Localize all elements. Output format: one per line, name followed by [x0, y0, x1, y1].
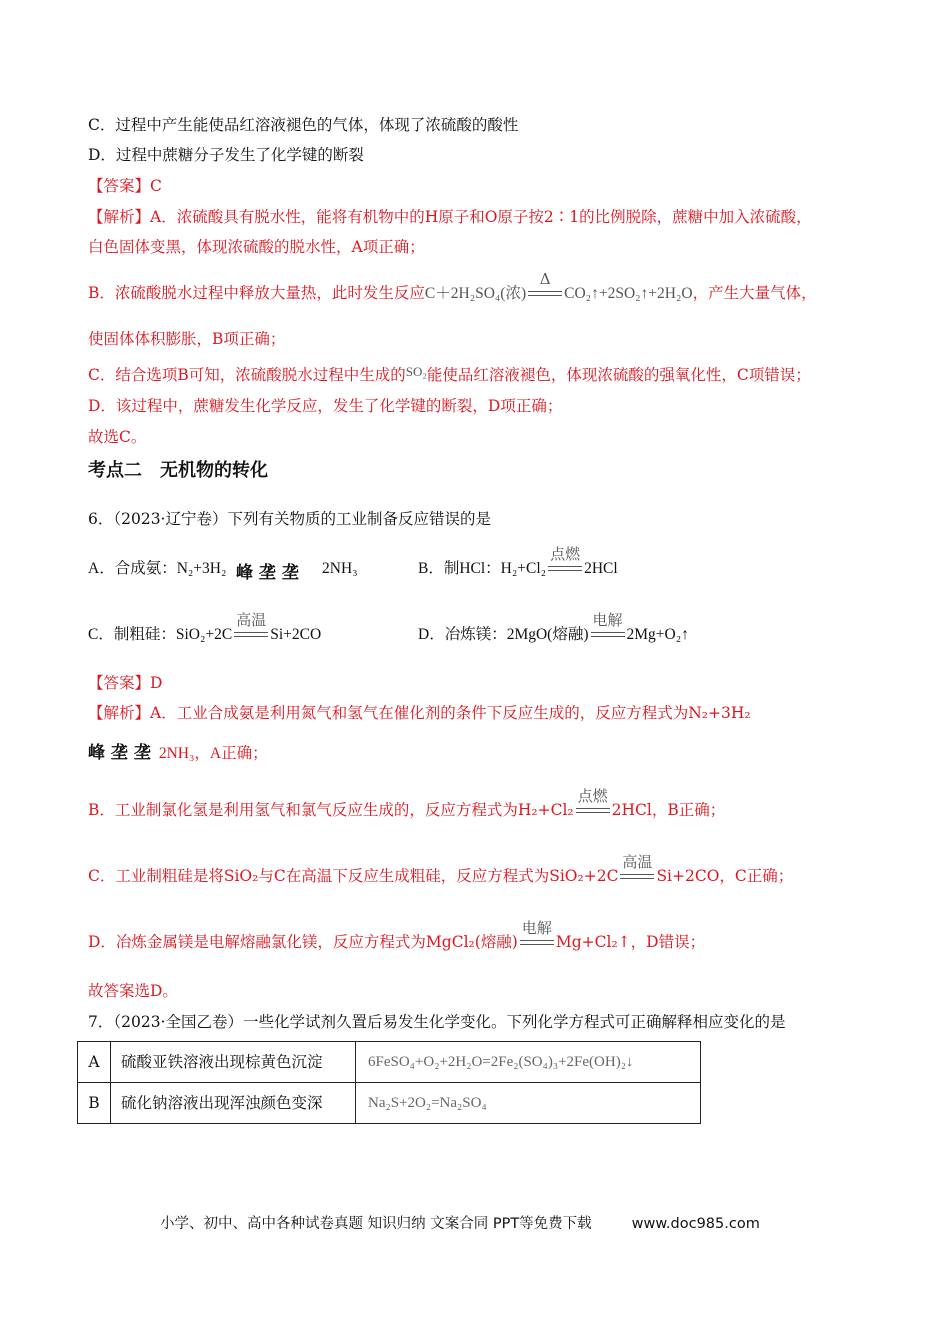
q6-option-c-arrow [234, 611, 268, 642]
q6-explanation-b-tail: 2HCl，B正确； [611, 801, 726, 819]
q6-option-b-arrow [548, 545, 582, 576]
q6-explanation-c-arrow [620, 853, 654, 884]
q7-stem: 7．（2023·全国乙卷）一些化学试剂久置后易发生化学变化。下列化学方程式可正确解释相应变化的是 [88, 1013, 786, 1031]
footer-text: 小学、初中、高中各种试卷真题 知识归纳 文案合同 PPT等免费下载 [160, 1216, 592, 1232]
q6-explanation-d-text: D．冶炼金属镁是电解熔融氯化镁，反应方程式为MgCl₂(熔融) [88, 933, 518, 951]
q6-option-a-product [322, 557, 358, 580]
table-row [78, 1042, 701, 1083]
q6-option-d-product: 2Mg+O₂↑ [626, 626, 689, 643]
q5-explanation-b2: 使固体体积膨胀，B项正确； [88, 330, 286, 348]
q7-row-b-label: B [78, 1083, 111, 1124]
footer-site-link[interactable]: www.doc985.com [631, 1216, 760, 1232]
page-footer [160, 1212, 760, 1233]
q5-explanation-c-tail: 能使品红溶液褪色，体现浓硫酸的强氧化性，C项错误； [426, 366, 811, 384]
q5-explanation-b-tail: ，产生大量气体， [692, 284, 817, 302]
q5-explanation-b1 [88, 270, 817, 305]
q6-explanation-a-text: 【解析】A．工业合成氨是利用氮气和氢气在催化剂的条件下反应生成的，反应方程式为N₂+3H₂ [88, 704, 751, 722]
q6-option-d-arrow [591, 611, 625, 642]
q5-conclusion: 故选C。 [88, 428, 147, 446]
q6-explanation-d-arrow [520, 919, 554, 950]
q6-explanation-b-arrow [576, 787, 610, 818]
q6-garbled-condition: 峰 垄 垄 [236, 563, 299, 583]
q6-option-a [88, 557, 226, 580]
q5-equation-left: C＋2H₂SO₄(浓) [424, 285, 527, 302]
q5-equation-arrow [528, 270, 562, 301]
q5-answer: 【答案】C [88, 177, 162, 195]
q5-option-c: C．过程中产生能使品红溶液褪色的气体，体现了浓硫酸的酸性 [88, 116, 519, 134]
q6-option-a-garble [236, 562, 299, 584]
q5-explanation-b-text: B．浓硫酸脱水过程中释放大量热，此时发生反应 [88, 284, 425, 302]
section-title: 考点二 无机物的转化 [88, 460, 268, 481]
q5-equation-right: CO₂↑+2SO₂↑+2H₂O [564, 285, 693, 302]
q6-option-b-condition: 点燃 [550, 545, 581, 563]
q6-option-d-condition: 电解 [592, 611, 623, 629]
q6-explanation-a1 [88, 702, 751, 724]
q6-explanation-d-tail: Mg+Cl₂↑，D错误； [555, 933, 706, 951]
q5-explanation-c-text: C．结合选项B可知，浓硫酸脱水过程中生成的 [88, 366, 406, 384]
q6-explanation-c-condition: 高温 [622, 853, 653, 871]
q5-explanation-a2: 白色固体变黑，体现浓硫酸的脱水性，A项正确； [88, 238, 425, 256]
q6-answer: 【答案】D [88, 674, 163, 692]
q6-explanation-b [88, 787, 726, 821]
q6-explanation-b-text: B．工业制氯化氢是利用氢气和氯气反应生成的，反应方程式为H₂+Cl₂ [88, 801, 574, 819]
q6-explanation-a2 [88, 742, 268, 765]
q6-explanation-b-condition: 点燃 [577, 787, 608, 805]
q6-explanation-d-condition: 电解 [521, 919, 552, 937]
q6-explanation-c-text: C．工业制粗硅是将SiO₂与C在高温下反应生成粗硅，反应方程式为SiO₂+2C [88, 867, 619, 885]
q7-row-a-description: 硫酸亚铁溶液出现棕黄色沉淀 [111, 1042, 356, 1083]
q7-row-b-formula: Na₂S+2O₂=Na₂SO₄ [356, 1083, 701, 1124]
q6-option-b-label: B．制HCl：H₂+Cl₂ [418, 560, 547, 577]
q6-option-b-product: 2HCl [584, 560, 618, 577]
q6-explanation-c-tail: Si+2CO，C正确； [656, 867, 794, 885]
q6-option-a-product-text: 2NH₃ [322, 560, 358, 577]
q7-row-b-description: 硫化钠溶液出现浑浊颜色变深 [111, 1083, 356, 1124]
q6-option-c-label: C．制粗硅：SiO₂+2C [88, 626, 233, 643]
q5-so2-formula: SO₂ [405, 364, 427, 379]
q5-option-d: D．过程中蔗糖分子发生了化学键的断裂 [88, 146, 364, 164]
q6-stem: 6．（2023·辽宁卷）下列有关物质的工业制备反应错误的是 [88, 510, 491, 528]
q6-explanation-c [88, 853, 794, 887]
q7-row-a-formula: 6FeSO₄+O₂+2H₂O=2Fe₂(SO₄)₃+2Fe(OH)₂↓ [356, 1042, 701, 1083]
q6-option-b [418, 545, 618, 580]
q6-option-c-product: Si+2CO [270, 626, 322, 643]
q6-explanation-d [88, 919, 706, 953]
q6-option-d-label: D．冶炼镁：2MgO(熔融) [418, 626, 589, 643]
q5-explanation-c [88, 361, 811, 386]
table-row [78, 1083, 701, 1124]
q6-option-c [88, 611, 322, 646]
q7-options-table [77, 1041, 701, 1124]
q6-option-c-condition: 高温 [236, 611, 267, 629]
q6-explanation-garbled-condition: 峰 垄 垄 [88, 743, 151, 763]
q6-option-a-label: A．合成氨：N₂+3H₂ [88, 560, 227, 577]
q6-explanation-a-tail: 2NH₃，A正确； [158, 745, 268, 762]
q7-row-a-label: A [78, 1042, 111, 1083]
q5-explanation-a1: 【解析】A．浓硫酸具有脱水性，能将有机物中的H原子和O原子按2∶1的比例脱除，蔗糖中加入浓硫酸， [88, 208, 812, 226]
q5-explanation-d: D．该过程中，蔗糖发生化学反应，发生了化学键的断裂，D项正确； [88, 397, 563, 415]
q5-equation-condition: Δ [539, 270, 551, 288]
q6-conclusion: 故答案选D。 [88, 982, 178, 1000]
q6-option-d [418, 611, 689, 646]
